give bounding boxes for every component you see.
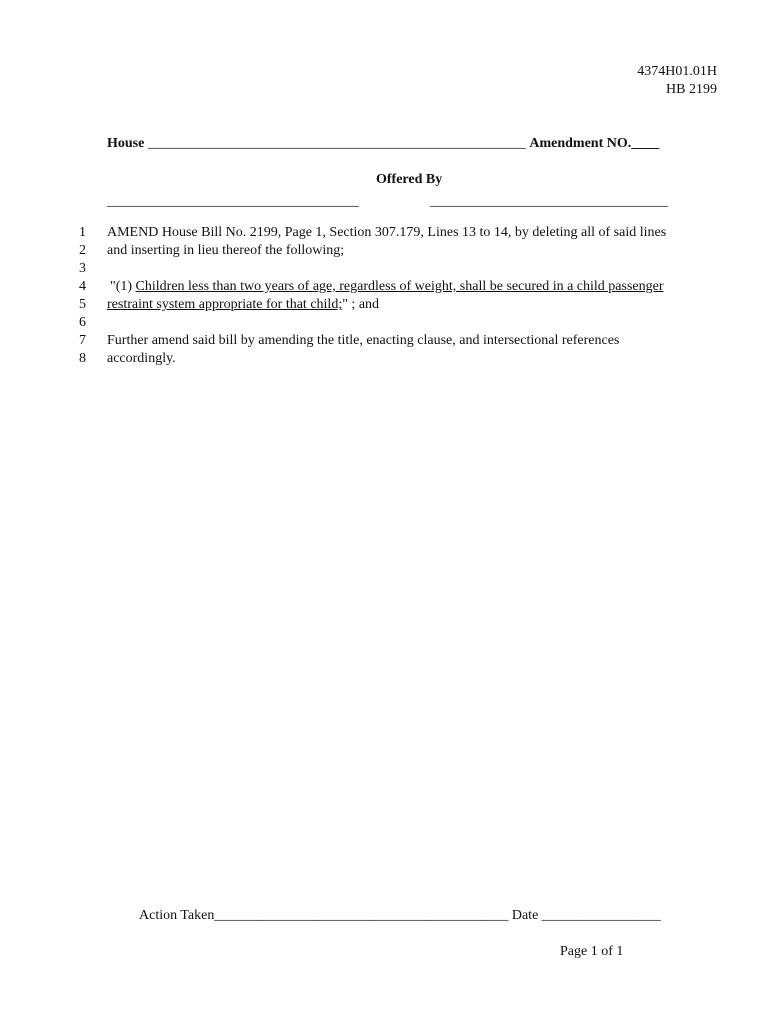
house-amendment-row (107, 136, 659, 152)
line-number-1: 1 (79, 225, 86, 240)
house-label: House (107, 136, 145, 151)
amendment-text-line-2: and inserting in lieu thereof the following; (107, 243, 345, 258)
document-code: 4374H01.01H (637, 64, 717, 79)
inserted-text-prefix: "(1) (110, 279, 136, 294)
amendment-text-line-1: AMEND House Bill No. 2199, Page 1, Section 307.179, Lines 13 to 14, by deleting all of said lines (107, 225, 667, 240)
offered-by-label: Offered By (376, 172, 443, 187)
offered-by-line-right: __________________________________ (430, 194, 668, 209)
date-line: _________________ (541, 908, 661, 923)
line-number-6: 6 (79, 315, 86, 330)
house-blank-line: ______________________________________________________ (147, 136, 526, 151)
inserted-text-line-1 (110, 279, 664, 295)
page-number: Page 1 of 1 (560, 944, 624, 959)
line-number-4: 4 (79, 279, 86, 294)
further-amend-line-2: accordingly. (107, 351, 176, 366)
date-label: Date (511, 908, 539, 923)
line-number-8: 8 (79, 351, 86, 366)
line-number-5: 5 (79, 297, 86, 312)
inserted-text-underlined-2: restraint system appropriate for that child; (107, 297, 343, 312)
further-amend-line-1: Further amend said bill by amending the title, enacting clause, and intersectional references (107, 333, 620, 348)
inserted-text-suffix: " ; and (342, 297, 380, 312)
action-taken-label: Action Taken (139, 908, 215, 923)
action-taken-line: __________________________________________ (214, 908, 509, 923)
inserted-text-underlined-1: Children less than two years of age, regardless of weight, shall be secured in a child passenger (135, 279, 664, 294)
line-number-7: 7 (79, 333, 86, 348)
inserted-text-line-2 (107, 297, 379, 313)
action-taken-row (139, 908, 661, 924)
line-number-3: 3 (79, 261, 86, 276)
amendment-number-label: Amendment NO.____ (529, 136, 660, 151)
line-number-2: 2 (79, 243, 86, 258)
offered-by-line-left: ____________________________________ (107, 194, 359, 209)
bill-number: HB 2199 (666, 82, 717, 97)
